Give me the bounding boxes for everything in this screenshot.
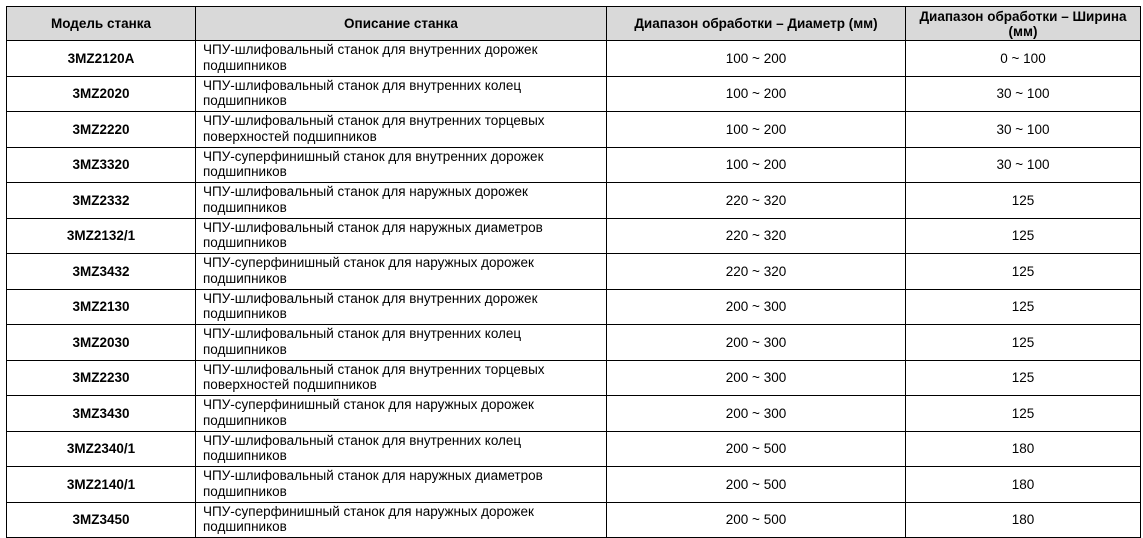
width-range-cell: 0 ~ 100 [906, 41, 1141, 77]
table-row [7, 360, 1141, 396]
width-range-cell: 125 [906, 325, 1141, 361]
table-row [7, 396, 1141, 432]
description-cell: ЧПУ-шлифовальный станок для внутренних колец подшипников [196, 325, 607, 361]
width-range-cell: 125 [906, 254, 1141, 290]
model-cell: 3MZ3320 [7, 147, 196, 183]
model-cell: 3MZ3432 [7, 254, 196, 290]
table-header [7, 7, 1141, 41]
width-range-cell: 30 ~ 100 [906, 112, 1141, 148]
description-cell: ЧПУ-шлифовальный станок для внутренних колец подшипников [196, 431, 607, 467]
header-model: Модель станка [7, 7, 196, 41]
table-row [7, 41, 1141, 77]
model-cell: 3MZ3430 [7, 396, 196, 432]
width-range-cell: 30 ~ 100 [906, 76, 1141, 112]
description-cell: ЧПУ-суперфинишный станок для наружных дорожек подшипников [196, 502, 607, 538]
diameter-range-cell: 200 ~ 300 [607, 396, 906, 432]
description-cell: ЧПУ-суперфинишный станок для наружных дорожек подшипников [196, 254, 607, 290]
diameter-range-cell: 200 ~ 300 [607, 325, 906, 361]
table-body [7, 41, 1141, 538]
diameter-range-cell: 100 ~ 200 [607, 112, 906, 148]
table-row [7, 289, 1141, 325]
width-range-cell: 30 ~ 100 [906, 147, 1141, 183]
machine-spec-table [6, 6, 1141, 538]
description-cell: ЧПУ-шлифовальный станок для внутренних дорожек подшипников [196, 41, 607, 77]
table-row [7, 502, 1141, 538]
table-row [7, 112, 1141, 148]
diameter-range-cell: 200 ~ 500 [607, 467, 906, 503]
diameter-range-cell: 220 ~ 320 [607, 254, 906, 290]
width-range-cell: 125 [906, 360, 1141, 396]
table-row [7, 76, 1141, 112]
table-row [7, 254, 1141, 290]
description-cell: ЧПУ-шлифовальный станок для наружных дорожек подшипников [196, 183, 607, 219]
width-range-cell: 125 [906, 218, 1141, 254]
diameter-range-cell: 220 ~ 320 [607, 183, 906, 219]
table-row [7, 183, 1141, 219]
model-cell: 3MZ2130 [7, 289, 196, 325]
table-row [7, 431, 1141, 467]
description-cell: ЧПУ-шлифовальный станок для внутренних торцевых поверхностей подшипников [196, 360, 607, 396]
model-cell: 3MZ2220 [7, 112, 196, 148]
header-row [7, 7, 1141, 41]
width-range-cell: 125 [906, 396, 1141, 432]
header-description: Описание станка [196, 7, 607, 41]
header-width-range: Диапазон обработки – Ширина (мм) [906, 7, 1141, 41]
diameter-range-cell: 220 ~ 320 [607, 218, 906, 254]
diameter-range-cell: 100 ~ 200 [607, 41, 906, 77]
model-cell: 3MZ2132/1 [7, 218, 196, 254]
description-cell: ЧПУ-суперфинишный станок для наружных дорожек подшипников [196, 396, 607, 432]
diameter-range-cell: 200 ~ 300 [607, 360, 906, 396]
table-row [7, 147, 1141, 183]
diameter-range-cell: 100 ~ 200 [607, 147, 906, 183]
table-row [7, 467, 1141, 503]
model-cell: 3MZ2030 [7, 325, 196, 361]
diameter-range-cell: 200 ~ 300 [607, 289, 906, 325]
description-cell: ЧПУ-шлифовальный станок для наружных диаметров подшипников [196, 467, 607, 503]
model-cell: 3MZ2230 [7, 360, 196, 396]
model-cell: 3MZ2332 [7, 183, 196, 219]
description-cell: ЧПУ-шлифовальный станок для внутренних дорожек подшипников [196, 289, 607, 325]
width-range-cell: 180 [906, 431, 1141, 467]
description-cell: ЧПУ-шлифовальный станок для наружных диаметров подшипников [196, 218, 607, 254]
table-row [7, 218, 1141, 254]
description-cell: ЧПУ-шлифовальный станок для внутренних колец подшипников [196, 76, 607, 112]
model-cell: 3MZ2120A [7, 41, 196, 77]
width-range-cell: 125 [906, 183, 1141, 219]
diameter-range-cell: 200 ~ 500 [607, 502, 906, 538]
description-cell: ЧПУ-шлифовальный станок для внутренних торцевых поверхностей подшипников [196, 112, 607, 148]
table-row [7, 325, 1141, 361]
model-cell: 3MZ3450 [7, 502, 196, 538]
model-cell: 3MZ2020 [7, 76, 196, 112]
header-diameter-range: Диапазон обработки – Диаметр (мм) [607, 7, 906, 41]
width-range-cell: 180 [906, 502, 1141, 538]
diameter-range-cell: 100 ~ 200 [607, 76, 906, 112]
model-cell: 3MZ2140/1 [7, 467, 196, 503]
width-range-cell: 125 [906, 289, 1141, 325]
model-cell: 3MZ2340/1 [7, 431, 196, 467]
width-range-cell: 180 [906, 467, 1141, 503]
description-cell: ЧПУ-суперфинишный станок для внутренних дорожек подшипников [196, 147, 607, 183]
diameter-range-cell: 200 ~ 500 [607, 431, 906, 467]
